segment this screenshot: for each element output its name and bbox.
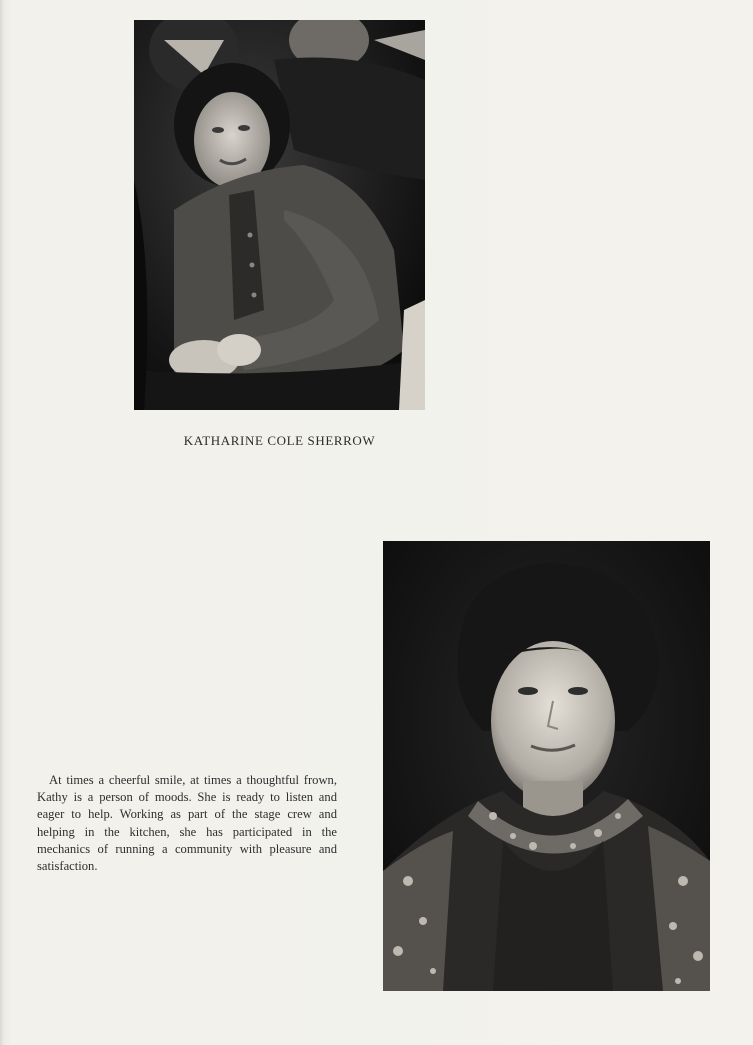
candid-photo-image	[134, 20, 425, 410]
bio-paragraph: At times a cheerful smile, at times a thoughtful frown, Kathy is a person of moods. She is ready to listen and eager to help. Working as part of the stage crew and helping in the kitchen, she has participated in the mechanics of running a community with pleasure and satisfaction.	[37, 773, 337, 874]
portrait-photo-image	[383, 541, 710, 991]
portrait-photo	[383, 541, 710, 991]
student-name-caption: KATHARINE COLE SHERROW	[183, 433, 376, 448]
candid-photo	[134, 20, 425, 410]
